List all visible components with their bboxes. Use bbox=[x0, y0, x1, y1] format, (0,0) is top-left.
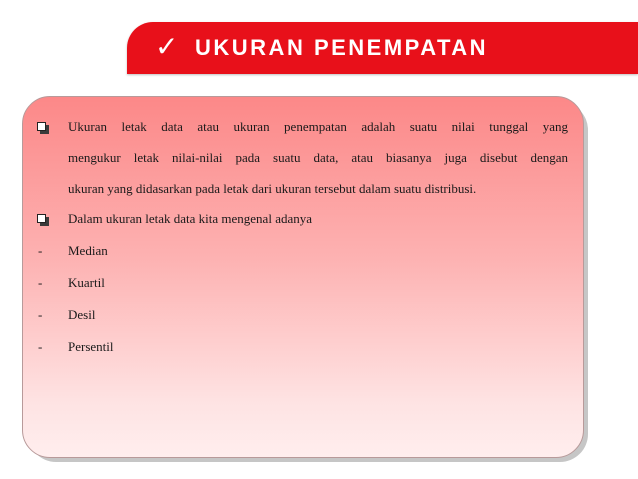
dash-bullet: - bbox=[38, 339, 43, 354]
square-bullet-icon bbox=[37, 214, 50, 227]
dash-bullet: - bbox=[38, 275, 43, 290]
paragraph2: Dalam ukuran letak data kita mengenal adanya bbox=[68, 211, 313, 226]
checkmark-icon: ✓ bbox=[155, 30, 179, 63]
slide-title: UKURAN PENEMPATAN bbox=[195, 35, 489, 60]
dash-bullet: - bbox=[38, 307, 43, 322]
list-item: Kuartil bbox=[68, 275, 105, 290]
dash-bullet: - bbox=[38, 243, 43, 258]
paragraph1-line3: ukuran yang didasarkan pada letak dari ukuran tersebut dalam suatu distribusi. bbox=[68, 181, 477, 196]
content-card bbox=[22, 96, 584, 458]
list-item: Desil bbox=[68, 307, 96, 322]
paragraph1-line2: mengukur letak nilai-nilai pada suatu data, atau biasanya juga disebut dengan bbox=[68, 150, 568, 165]
square-bullet-icon bbox=[37, 122, 50, 135]
list-item: Median bbox=[68, 243, 108, 258]
list-item: Persentil bbox=[68, 339, 114, 354]
paragraph1-line1: Ukuran letak data atau ukuran penempatan adalah suatu nilai tunggal yang bbox=[68, 119, 568, 134]
title-bar bbox=[127, 22, 638, 74]
